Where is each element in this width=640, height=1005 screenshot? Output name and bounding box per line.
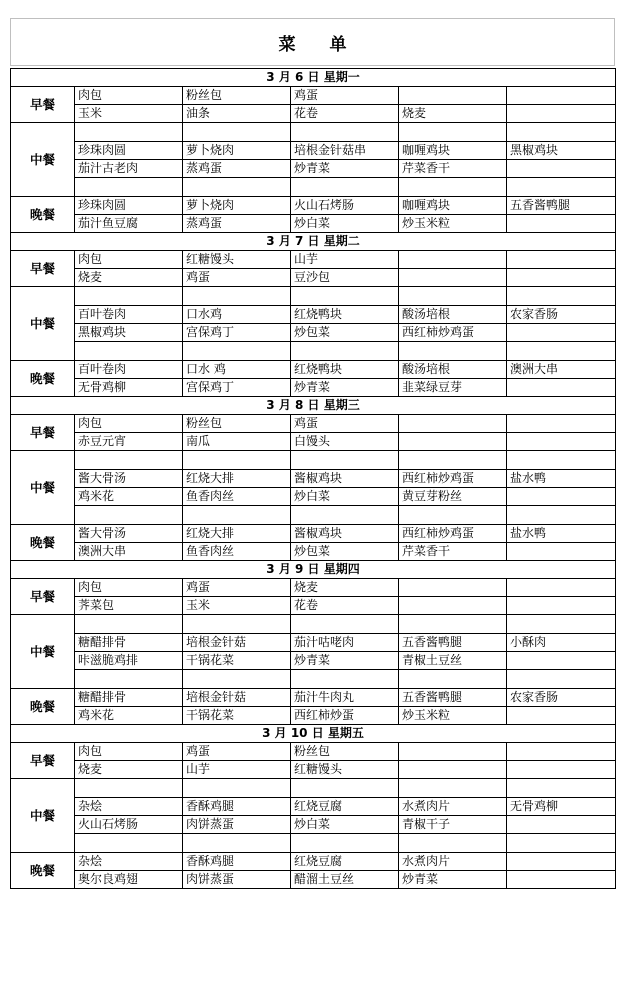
- dish-cell: 芹菜香干: [399, 160, 507, 178]
- dish-cell: [507, 324, 616, 342]
- dish-cell: 糖醋排骨: [75, 689, 183, 707]
- dish-cell: 培根金针菇: [183, 689, 291, 707]
- dish-cell: 酱椒鸡块: [291, 470, 399, 488]
- menu-row: [11, 525, 616, 543]
- dish-cell: 炒青菜: [291, 652, 399, 670]
- dish-cell: 百叶卷肉: [75, 306, 183, 324]
- dish-cell: 炒白菜: [291, 215, 399, 233]
- dish-cell: 烧麦: [291, 579, 399, 597]
- dish-cell: [291, 451, 399, 470]
- dish-cell: 粉丝包: [183, 415, 291, 433]
- menu-row: [11, 488, 616, 506]
- dish-cell: 小酥肉: [507, 634, 616, 652]
- dish-cell: 咔滋脆鸡排: [75, 652, 183, 670]
- dish-cell: 无骨鸡柳: [507, 798, 616, 816]
- meal-label: 晚餐: [11, 853, 75, 889]
- meal-label: 早餐: [11, 743, 75, 779]
- dish-cell: [399, 779, 507, 798]
- dish-cell: [399, 415, 507, 433]
- dish-cell: [291, 342, 399, 361]
- dish-cell: 西红柿炒鸡蛋: [399, 324, 507, 342]
- dish-cell: [399, 597, 507, 615]
- dish-cell: 西红柿炒鸡蛋: [399, 525, 507, 543]
- meal-label: 中餐: [11, 123, 75, 197]
- dish-cell: 培根金针菇串: [291, 142, 399, 160]
- menu-row: [11, 816, 616, 834]
- dish-cell: [75, 506, 183, 525]
- menu-row: [11, 215, 616, 233]
- menu-row: [11, 123, 616, 142]
- menu-table: [10, 68, 616, 889]
- day-header-row: [11, 561, 616, 579]
- dish-cell: [507, 269, 616, 287]
- dish-cell: [399, 506, 507, 525]
- dish-cell: [507, 853, 616, 871]
- dish-cell: [507, 287, 616, 306]
- meal-label: 晚餐: [11, 361, 75, 397]
- dish-cell: 农家香肠: [507, 689, 616, 707]
- dish-cell: 口水 鸡: [183, 361, 291, 379]
- dish-cell: 粉丝包: [183, 87, 291, 105]
- dish-cell: 青椒土豆丝: [399, 652, 507, 670]
- menu-row: [11, 707, 616, 725]
- dish-cell: 宫保鸡丁: [183, 324, 291, 342]
- menu-row: [11, 689, 616, 707]
- dish-cell: 咖喱鸡块: [399, 197, 507, 215]
- dish-cell: [75, 123, 183, 142]
- dish-cell: [183, 670, 291, 689]
- dish-cell: 宫保鸡丁: [183, 379, 291, 397]
- meal-label: 中餐: [11, 615, 75, 689]
- menu-row: [11, 306, 616, 324]
- day-date-label: 3 月 6 日 星期一: [11, 69, 616, 87]
- menu-row: [11, 324, 616, 342]
- menu-row: [11, 597, 616, 615]
- dish-cell: 韭菜绿豆芽: [399, 379, 507, 397]
- day-date-label: 3 月 8 日 星期三: [11, 397, 616, 415]
- dish-cell: 珍珠肉圆: [75, 142, 183, 160]
- dish-cell: [507, 215, 616, 233]
- menu-row: [11, 761, 616, 779]
- dish-cell: [507, 379, 616, 397]
- day-header-row: [11, 725, 616, 743]
- dish-cell: 西红柿炒蛋: [291, 707, 399, 725]
- dish-cell: 蒸鸡蛋: [183, 215, 291, 233]
- dish-cell: 山芋: [291, 251, 399, 269]
- dish-cell: [75, 287, 183, 306]
- menu-row: [11, 415, 616, 433]
- dish-cell: [507, 834, 616, 853]
- dish-cell: 黑椒鸡块: [507, 142, 616, 160]
- dish-cell: 鱼香肉丝: [183, 543, 291, 561]
- dish-cell: [507, 761, 616, 779]
- dish-cell: 肉包: [75, 87, 183, 105]
- dish-cell: [183, 615, 291, 634]
- dish-cell: [75, 779, 183, 798]
- dish-cell: [291, 670, 399, 689]
- dish-cell: 赤豆元宵: [75, 433, 183, 451]
- dish-cell: 珍珠肉圆: [75, 197, 183, 215]
- dish-cell: 萝卜烧肉: [183, 197, 291, 215]
- dish-cell: 西红柿炒鸡蛋: [399, 470, 507, 488]
- dish-cell: [399, 123, 507, 142]
- menu-row: [11, 197, 616, 215]
- dish-cell: [507, 415, 616, 433]
- dish-cell: 红烧大排: [183, 470, 291, 488]
- dish-cell: [507, 579, 616, 597]
- dish-cell: 糖醋排骨: [75, 634, 183, 652]
- menu-row: [11, 579, 616, 597]
- dish-cell: [75, 342, 183, 361]
- dish-cell: 炒玉米粒: [399, 215, 507, 233]
- dish-cell: 芹菜香干: [399, 543, 507, 561]
- dish-cell: [399, 579, 507, 597]
- meal-label: 中餐: [11, 287, 75, 361]
- meal-label: 早餐: [11, 579, 75, 615]
- menu-row: [11, 779, 616, 798]
- menu-row: [11, 379, 616, 397]
- menu-row: [11, 470, 616, 488]
- dish-cell: [399, 269, 507, 287]
- dish-cell: 火山石烤肠: [75, 816, 183, 834]
- dish-cell: [399, 342, 507, 361]
- day-date-label: 3 月 7 日 星期二: [11, 233, 616, 251]
- meal-label: 早餐: [11, 87, 75, 123]
- dish-cell: [399, 615, 507, 634]
- dish-cell: [291, 506, 399, 525]
- dish-cell: 酱椒鸡块: [291, 525, 399, 543]
- menu-row: [11, 142, 616, 160]
- menu-row: [11, 652, 616, 670]
- meal-label: 中餐: [11, 451, 75, 525]
- dish-cell: 肉包: [75, 743, 183, 761]
- dish-cell: 萝卜烧肉: [183, 142, 291, 160]
- menu-row: [11, 433, 616, 451]
- dish-cell: [507, 779, 616, 798]
- dish-cell: 红烧豆腐: [291, 853, 399, 871]
- dish-cell: 炒青菜: [291, 160, 399, 178]
- dish-cell: 烧麦: [75, 761, 183, 779]
- dish-cell: 鸡蛋: [183, 579, 291, 597]
- dish-cell: [399, 451, 507, 470]
- dish-cell: 白馒头: [291, 433, 399, 451]
- menu-row: [11, 178, 616, 197]
- menu-row: [11, 160, 616, 178]
- dish-cell: 红烧豆腐: [291, 798, 399, 816]
- day-date-label: 3 月 9 日 星期四: [11, 561, 616, 579]
- dish-cell: 鸡蛋: [291, 415, 399, 433]
- dish-cell: 鸡蛋: [183, 269, 291, 287]
- dish-cell: [507, 615, 616, 634]
- dish-cell: [507, 433, 616, 451]
- dish-cell: [507, 652, 616, 670]
- menu-row: [11, 361, 616, 379]
- dish-cell: [291, 615, 399, 634]
- menu-title-box: [10, 18, 615, 66]
- meal-label: 晚餐: [11, 197, 75, 233]
- dish-cell: 油条: [183, 105, 291, 123]
- dish-cell: 农家香肠: [507, 306, 616, 324]
- dish-cell: 肉饼蒸蛋: [183, 816, 291, 834]
- dish-cell: 炒玉米粒: [399, 707, 507, 725]
- dish-cell: 茄汁牛肉丸: [291, 689, 399, 707]
- dish-cell: [183, 834, 291, 853]
- dish-cell: 干锅花菜: [183, 707, 291, 725]
- dish-cell: 炒青菜: [399, 871, 507, 889]
- dish-cell: [507, 451, 616, 470]
- meal-label: 中餐: [11, 779, 75, 853]
- dish-cell: 炒白菜: [291, 488, 399, 506]
- dish-cell: [507, 871, 616, 889]
- dish-cell: [183, 178, 291, 197]
- dish-cell: 醋溜土豆丝: [291, 871, 399, 889]
- menu-row: [11, 615, 616, 634]
- dish-cell: 酱大骨汤: [75, 525, 183, 543]
- dish-cell: 烧麦: [399, 105, 507, 123]
- dish-cell: 鸡米花: [75, 707, 183, 725]
- dish-cell: 香酥鸡腿: [183, 853, 291, 871]
- dish-cell: [291, 123, 399, 142]
- dish-cell: 茄汁咕咾肉: [291, 634, 399, 652]
- dish-cell: [183, 342, 291, 361]
- dish-cell: 鸡蛋: [183, 743, 291, 761]
- dish-cell: 烧麦: [75, 269, 183, 287]
- dish-cell: 火山石烤肠: [291, 197, 399, 215]
- dish-cell: [399, 433, 507, 451]
- menu-row: [11, 543, 616, 561]
- dish-cell: 咖喱鸡块: [399, 142, 507, 160]
- dish-cell: 五香酱鸭腿: [507, 197, 616, 215]
- dish-cell: 杂烩: [75, 853, 183, 871]
- dish-cell: [183, 451, 291, 470]
- dish-cell: [291, 178, 399, 197]
- day-header-row: [11, 397, 616, 415]
- dish-cell: 肉包: [75, 251, 183, 269]
- menu-row: [11, 506, 616, 525]
- meal-label: 晚餐: [11, 689, 75, 725]
- menu-row: [11, 871, 616, 889]
- dish-cell: 肉包: [75, 415, 183, 433]
- dish-cell: [75, 670, 183, 689]
- dish-cell: 五香酱鸭腿: [399, 689, 507, 707]
- dish-cell: [183, 123, 291, 142]
- dish-cell: [399, 761, 507, 779]
- dish-cell: [507, 105, 616, 123]
- menu-row: [11, 743, 616, 761]
- dish-cell: 茄汁古老肉: [75, 160, 183, 178]
- dish-cell: [291, 779, 399, 798]
- dish-cell: 荠菜包: [75, 597, 183, 615]
- dish-cell: 百叶卷肉: [75, 361, 183, 379]
- dish-cell: [75, 615, 183, 634]
- dish-cell: [507, 488, 616, 506]
- dish-cell: 山芋: [183, 761, 291, 779]
- dish-cell: 无骨鸡柳: [75, 379, 183, 397]
- meal-label: 早餐: [11, 251, 75, 287]
- dish-cell: [507, 597, 616, 615]
- dish-cell: 酱大骨汤: [75, 470, 183, 488]
- menu-row: [11, 798, 616, 816]
- dish-cell: [183, 506, 291, 525]
- dish-cell: 玉米: [183, 597, 291, 615]
- dish-cell: [183, 779, 291, 798]
- dish-cell: 鱼香肉丝: [183, 488, 291, 506]
- dish-cell: 红糖馒头: [183, 251, 291, 269]
- dish-cell: 炒白菜: [291, 816, 399, 834]
- menu-row: [11, 634, 616, 652]
- dish-cell: 黑椒鸡块: [75, 324, 183, 342]
- day-header-row: [11, 233, 616, 251]
- menu-row: [11, 287, 616, 306]
- dish-cell: [507, 178, 616, 197]
- dish-cell: 杂烩: [75, 798, 183, 816]
- dish-cell: 干锅花菜: [183, 652, 291, 670]
- dish-cell: [399, 834, 507, 853]
- dish-cell: [507, 160, 616, 178]
- dish-cell: 茄汁鱼豆腐: [75, 215, 183, 233]
- dish-cell: [507, 123, 616, 142]
- meal-label: 晚餐: [11, 525, 75, 561]
- dish-cell: 盐水鸭: [507, 470, 616, 488]
- dish-cell: [507, 251, 616, 269]
- dish-cell: 红烧大排: [183, 525, 291, 543]
- dish-cell: 奥尔良鸡翅: [75, 871, 183, 889]
- dish-cell: [399, 287, 507, 306]
- dish-cell: 青椒干子: [399, 816, 507, 834]
- menu-row: [11, 269, 616, 287]
- dish-cell: 黄豆芽粉丝: [399, 488, 507, 506]
- menu-row: [11, 670, 616, 689]
- menu-row: [11, 342, 616, 361]
- dish-cell: 鸡蛋: [291, 87, 399, 105]
- dish-cell: [507, 506, 616, 525]
- dish-cell: 玉米: [75, 105, 183, 123]
- dish-cell: 五香酱鸭腿: [399, 634, 507, 652]
- dish-cell: 炒包菜: [291, 543, 399, 561]
- dish-cell: 培根金针菇: [183, 634, 291, 652]
- dish-cell: 豆沙包: [291, 269, 399, 287]
- dish-cell: 鸡米花: [75, 488, 183, 506]
- day-date-label: 3 月 10 日 星期五: [11, 725, 616, 743]
- dish-cell: [399, 87, 507, 105]
- dish-cell: 红糖馒头: [291, 761, 399, 779]
- dish-cell: [507, 816, 616, 834]
- dish-cell: [507, 707, 616, 725]
- dish-cell: [399, 251, 507, 269]
- dish-cell: 炒包菜: [291, 324, 399, 342]
- day-header-row: [11, 69, 616, 87]
- dish-cell: 酸汤培根: [399, 306, 507, 324]
- dish-cell: 水煮肉片: [399, 798, 507, 816]
- dish-cell: [75, 451, 183, 470]
- dish-cell: [507, 543, 616, 561]
- meal-label: 早餐: [11, 415, 75, 451]
- dish-cell: [507, 670, 616, 689]
- dish-cell: 酸汤培根: [399, 361, 507, 379]
- dish-cell: [399, 670, 507, 689]
- dish-cell: 南瓜: [183, 433, 291, 451]
- dish-cell: [291, 834, 399, 853]
- dish-cell: [507, 87, 616, 105]
- menu-row: [11, 853, 616, 871]
- dish-cell: 花卷: [291, 597, 399, 615]
- dish-cell: [399, 178, 507, 197]
- dish-cell: [399, 743, 507, 761]
- dish-cell: [75, 178, 183, 197]
- dish-cell: [291, 287, 399, 306]
- dish-cell: 肉饼蒸蛋: [183, 871, 291, 889]
- dish-cell: 红烧鸭块: [291, 361, 399, 379]
- dish-cell: 肉包: [75, 579, 183, 597]
- dish-cell: 红烧鸭块: [291, 306, 399, 324]
- menu-row: [11, 105, 616, 123]
- dish-cell: 口水鸡: [183, 306, 291, 324]
- dish-cell: [507, 743, 616, 761]
- dish-cell: [75, 834, 183, 853]
- menu-row: [11, 87, 616, 105]
- dish-cell: 花卷: [291, 105, 399, 123]
- dish-cell: 澳洲大串: [75, 543, 183, 561]
- menu-row: [11, 251, 616, 269]
- dish-cell: 香酥鸡腿: [183, 798, 291, 816]
- menu-row: [11, 451, 616, 470]
- dish-cell: [507, 342, 616, 361]
- dish-cell: 炒青菜: [291, 379, 399, 397]
- page-title: 菜 单: [278, 34, 361, 55]
- dish-cell: 蒸鸡蛋: [183, 160, 291, 178]
- dish-cell: 水煮肉片: [399, 853, 507, 871]
- dish-cell: 盐水鸭: [507, 525, 616, 543]
- dish-cell: [183, 287, 291, 306]
- menu-row: [11, 834, 616, 853]
- dish-cell: 澳洲大串: [507, 361, 616, 379]
- dish-cell: 粉丝包: [291, 743, 399, 761]
